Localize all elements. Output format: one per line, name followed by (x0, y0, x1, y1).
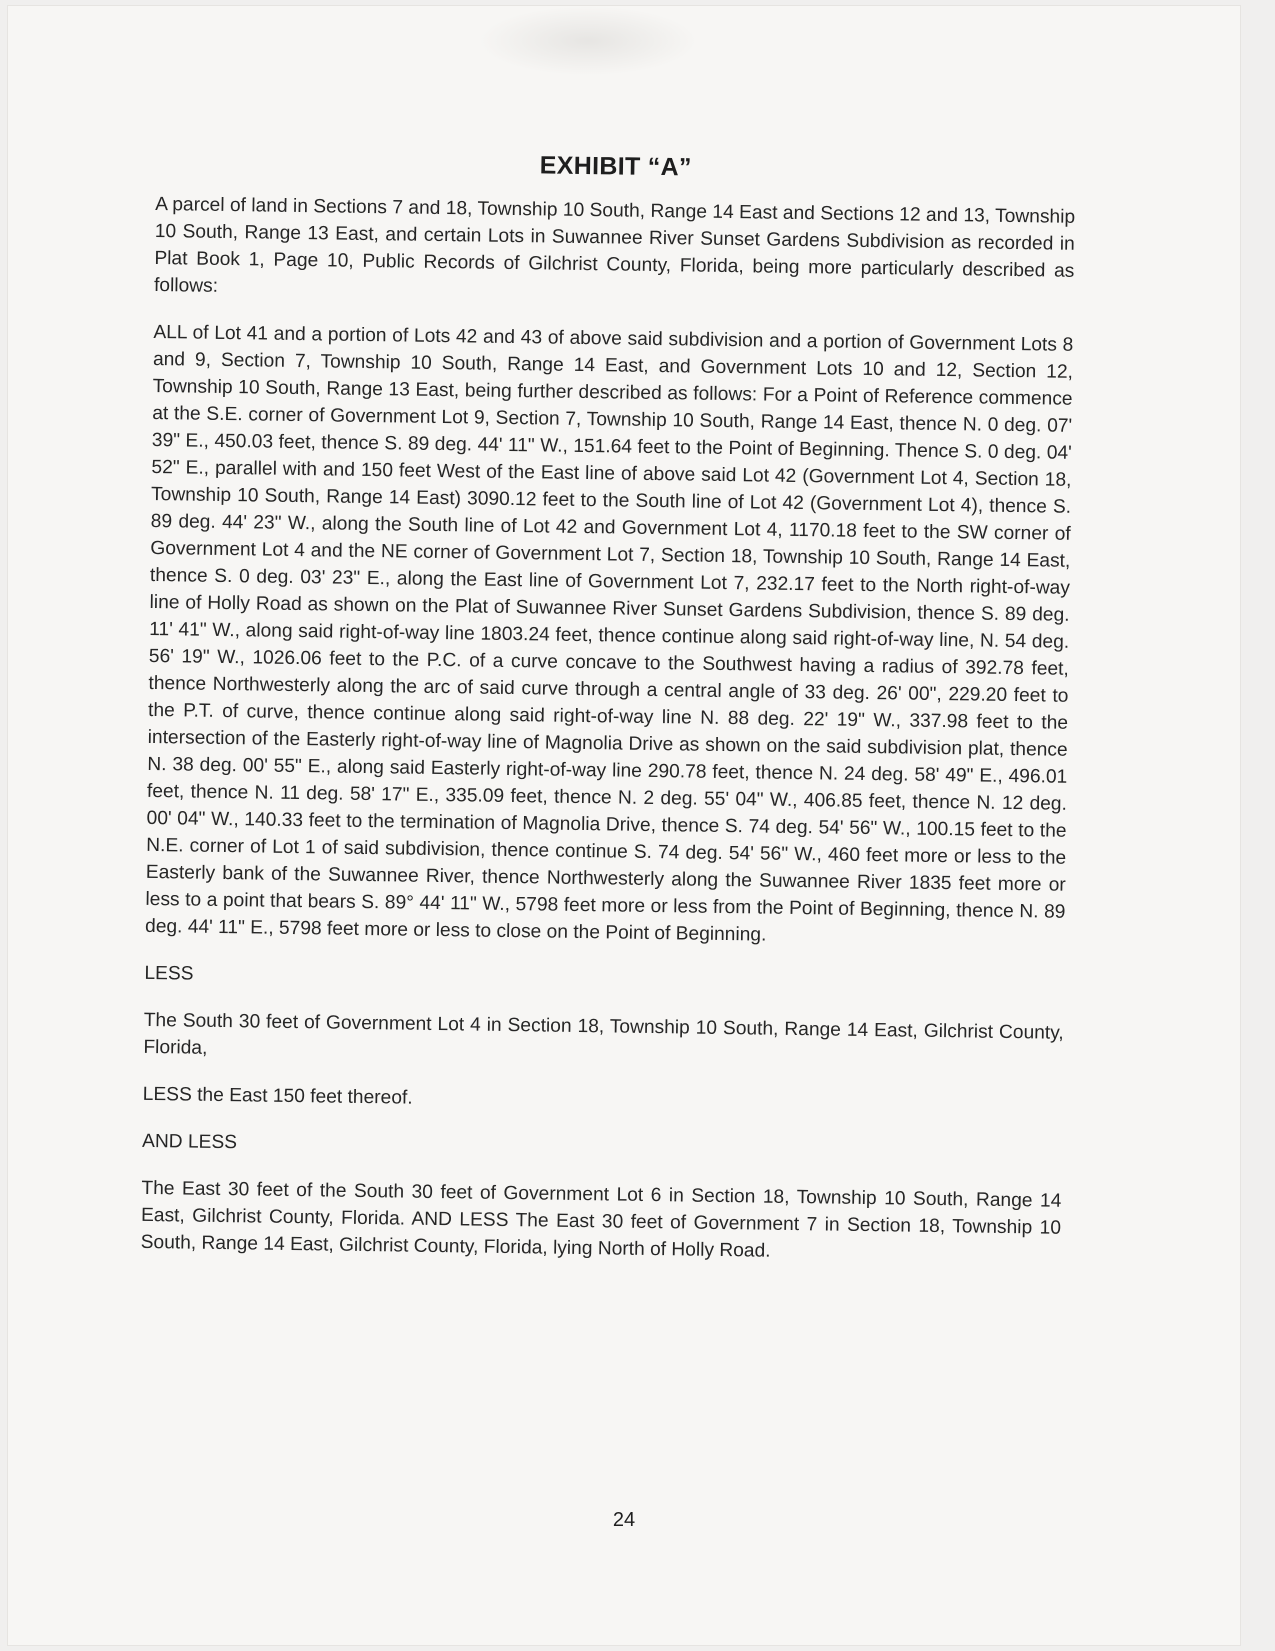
and-less-exception-paragraph: The East 30 feet of the South 30 feet of Government Lot 6 in Section 18, Township 10 South, Range 14 East, Gilchrist County, Florida. AND LESS The East 30 feet of Government 7 in Section 18, Township 10 South, Range 14 East, Gilchrist County, Florida, lying North of Holly Road. (140, 1177, 1062, 1262)
less-east-paragraph: LESS the East 150 feet thereof. (142, 1083, 413, 1109)
parcel-intro-paragraph: A parcel of land in Sections 7 and 18, Township 10 South, Range 14 East and Sections 12 and 13, Township 10 South, Range 13 East, and certain Lots in Suwannee River Sunset Gardens Subdivision as recorded in Plat Book 1, Page 10, Public Records of Gilchrist County, Florida, being more particularly described as follows: (153, 193, 1076, 297)
and-less-heading: AND LESS (141, 1130, 238, 1154)
less-heading: LESS (144, 962, 194, 985)
exhibit-title: EXHIBIT “A” (539, 151, 692, 182)
legal-description (140, 146, 1076, 1289)
less-exception-paragraph: The South 30 feet of Government Lot 4 in Section 18, Township 10 South, Range 14 East, Gilchrist County, Florida, (143, 1009, 1064, 1059)
document-page (8, 6, 1240, 1645)
parcel-boundary-description: ALL of Lot 41 and a portion of Lots 42 and 43 of above said subdivision and a portion of Government Lots 8 and 9, Section 7, Township 10 South, Range 14 East, and Government Lots 10 and 12, Section 12, Township 10 South, Range 13 East, being further described as follows: For a Point of Reference commence at the S.E. corner of Government Lot 9, Section 7, Township 10 South, Range 14 East, thence N. 0 deg. 07' 39" E., 450.03 feet, thence S. 89 deg. 44' 11" W., 151.64 feet to the Point of Beginning. Thence S. 0 deg. 04' 52" E., parallel with and 150 feet West of the East line of above said Lot 42 (Government Lot 4, Section 18, Township 10 South, Range 14 East) 3090.12 feet to the South line of Lot 42 (Government Lot 4), thence S. 89 deg. 44' 23" W., along the South line of Lot 42 and Government Lot 4, 1170.18 feet to the SW corner of Government Lot 4 and the NE corner of Government Lot 7, Section 18, Township 10 South, Range 14 East, thence S. 0 deg. 03' 23" E., along the East line of Government Lot 7, 232.17 feet to the North right-of-way line of Holly Road as shown on the Plat of Suwannee River Sunset Gardens Subdivision, thence S. 89 deg. 11' 41" W., along said right-of-way line 1803.24 feet, thence continue along said right-of-way line, N. 54 deg. 56' 19" W., 1026.06 feet to the P.C. of a curve concave to the Southwest having a radius of 392.78 feet, thence Northwesterly along the arc of said curve through a central angle of 33 deg. 26' 00", 229.20 feet to the P.T. of curve, thence continue along said right-of-way line N. 88 deg. 22' 19" W., 337.98 feet to the intersection of the Easterly right-of-way line of Magnolia Drive as shown on the said subdivision plat, thence N. 38 deg. 00' 55" E., along said Easterly right-of-way line 290.78 feet, thence N. 24 deg. 58' 49" E., 496.01 feet, thence N. 11 deg. 58' 17" E., 335.09 feet, thence N. 2 deg. 55' 04" W., 406.85 feet, thence N. 12 deg. 00' 04" W., 140.33 feet to the termination of Magnolia Drive, thence S. 74 deg. 54' 56" W., 100.15 feet to the N.E. corner of Lot 1 of said subdivision, thence continue S. 74 deg. 54' 56" W., 460 feet more or less to the Easterly bank of the Suwannee River, thence Northwesterly along the Suwannee River 1835 feet more or less to a point that bears S. 89° 44' 11" W., 5798 feet more or less from the Point of Beginning, thence N. 89 deg. 44' 11" E., 5798 feet more or less to close on the Point of Beginning. (144, 321, 1074, 946)
page-number: 24 (612, 1509, 636, 1531)
